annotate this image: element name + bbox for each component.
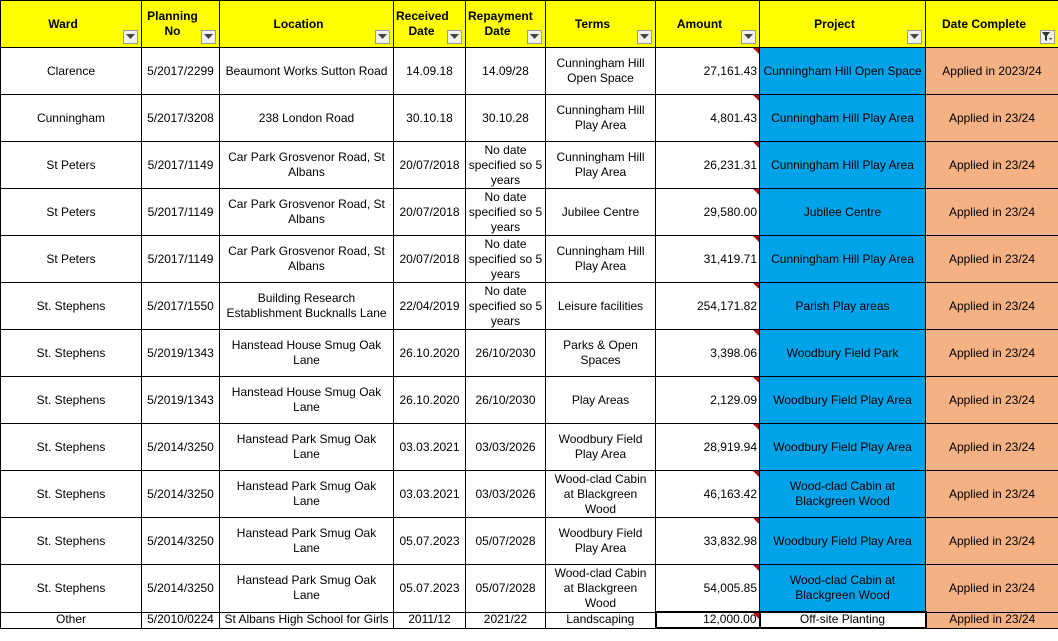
cell-amount[interactable]: 3,398.06 <box>656 330 760 377</box>
cell-terms[interactable]: Leisure facilities <box>546 283 656 330</box>
cell-received-date[interactable]: 26.10.2020 <box>394 377 466 424</box>
cell-ward[interactable]: St. Stephens <box>1 283 142 330</box>
cell-date-complete[interactable]: Applied in 23/24 <box>926 142 1058 189</box>
cell-location[interactable]: Hanstead Park Smug Oak Lane <box>220 518 394 565</box>
cell-repayment-date[interactable]: 03/03/2026 <box>466 424 546 471</box>
cell-project[interactable]: Cunningham Hill Open Space <box>760 48 926 95</box>
cell-ward[interactable]: St Peters <box>1 142 142 189</box>
header-repayment-date-label: Repayment Date <box>468 9 533 38</box>
cell-ward[interactable]: St Peters <box>1 189 142 236</box>
cell-planning-no[interactable]: 5/2014/3250 <box>142 565 220 613</box>
table-row <box>1 565 1058 613</box>
cell-received-date[interactable]: 05.07.2023 <box>394 518 466 565</box>
cell-amount[interactable]: 33,832.98 <box>656 518 760 565</box>
cell-repayment-date[interactable]: 03/03/2026 <box>466 471 546 518</box>
cell-terms[interactable]: Cunningham Hill Play Area <box>546 95 656 142</box>
filter-dropdown-icon[interactable] <box>527 30 542 44</box>
cell-received-date[interactable]: 20/07/2018 <box>394 236 466 283</box>
cell-received-date[interactable]: 20/07/2018 <box>394 189 466 236</box>
header-project[interactable] <box>760 1 926 48</box>
cell-project[interactable]: Cunningham Hill Play Area <box>760 95 926 142</box>
table-row <box>1 518 1058 565</box>
header-ward[interactable] <box>1 1 142 48</box>
cell-ward[interactable]: Clarence <box>1 48 142 95</box>
cell-location[interactable]: Car Park Grosvenor Road, St Albans <box>220 142 394 189</box>
cell-received-date[interactable]: 22/04/2019 <box>394 283 466 330</box>
table-row <box>1 612 1058 628</box>
cell-ward[interactable]: St. Stephens <box>1 565 142 613</box>
cell-date-complete[interactable]: Applied in 23/24 <box>926 283 1058 330</box>
comment-marker-icon[interactable] <box>753 518 759 524</box>
cell-received-date[interactable]: 03.03.2021 <box>394 471 466 518</box>
table-row <box>1 236 1058 283</box>
cell-terms[interactable]: Jubilee Centre <box>546 189 656 236</box>
cell-amount[interactable]: 28,919.94 <box>656 424 760 471</box>
cell-repayment-date[interactable]: No date specified so 5 years <box>466 142 546 189</box>
cell-location[interactable]: Car Park Grosvenor Road, St Albans <box>220 236 394 283</box>
cell-repayment-date[interactable]: No date specified so 5 years <box>466 283 546 330</box>
cell-date-complete[interactable]: Applied in 23/24 <box>926 518 1058 565</box>
cell-received-date[interactable]: 14.09.18 <box>394 48 466 95</box>
header-received-date-label: Received Date <box>396 9 449 38</box>
comment-marker-icon[interactable] <box>753 283 759 289</box>
table-row <box>1 189 1058 236</box>
table-row <box>1 142 1058 189</box>
table-row <box>1 424 1058 471</box>
table-row <box>1 95 1058 142</box>
cell-project[interactable]: Woodbury Field Park <box>760 330 926 377</box>
filter-dropdown-icon[interactable] <box>637 30 652 44</box>
cell-amount[interactable]: 12,000.00 <box>656 612 760 628</box>
cell-ward[interactable]: Other <box>1 612 142 628</box>
header-received-date[interactable] <box>394 1 466 48</box>
cell-terms[interactable]: Wood-clad Cabin at Blackgreen Wood <box>546 471 656 518</box>
cell-location[interactable]: Hanstead Park Smug Oak Lane <box>220 471 394 518</box>
filter-dropdown-icon[interactable] <box>123 30 138 44</box>
comment-marker-icon[interactable] <box>753 613 759 619</box>
header-planning-no-label: Planning No <box>147 9 198 38</box>
cell-location[interactable]: Hanstead Park Smug Oak Lane <box>220 565 394 613</box>
cell-amount[interactable]: 31,419.71 <box>656 236 760 283</box>
cell-terms[interactable]: Play Areas <box>546 377 656 424</box>
cell-ward[interactable]: St. Stephens <box>1 471 142 518</box>
header-ward-label: Ward <box>48 16 78 31</box>
comment-marker-icon[interactable] <box>753 189 759 195</box>
cell-repayment-date[interactable]: 26/10/2030 <box>466 377 546 424</box>
cell-repayment-date[interactable]: 30.10.28 <box>466 95 546 142</box>
filter-active-icon[interactable] <box>1040 30 1055 44</box>
cell-ward[interactable]: St. Stephens <box>1 330 142 377</box>
cell-project[interactable]: Cunningham Hill Play Area <box>760 236 926 283</box>
cell-terms[interactable]: Woodbury Field Play Area <box>546 518 656 565</box>
comment-marker-icon[interactable] <box>753 565 759 571</box>
cell-date-complete[interactable]: Applied in 23/24 <box>926 471 1058 518</box>
comment-marker-icon[interactable] <box>753 95 759 101</box>
cell-ward[interactable]: Cunningham <box>1 95 142 142</box>
filter-dropdown-icon[interactable] <box>375 30 390 44</box>
cell-ward[interactable]: St. Stephens <box>1 518 142 565</box>
cell-amount[interactable]: 254,171.82 <box>656 283 760 330</box>
cell-amount[interactable]: 46,163.42 <box>656 471 760 518</box>
cell-planning-no[interactable]: 5/2014/3250 <box>142 424 220 471</box>
cell-project[interactable]: Parish Play areas <box>760 283 926 330</box>
cell-terms[interactable]: Parks & Open Spaces <box>546 330 656 377</box>
header-project-label: Project <box>814 16 855 31</box>
cell-ward[interactable]: St. Stephens <box>1 377 142 424</box>
cell-repayment-date[interactable]: No date specified so 5 years <box>466 189 546 236</box>
header-location[interactable] <box>220 1 394 48</box>
cell-received-date[interactable]: 20/07/2018 <box>394 142 466 189</box>
cell-amount[interactable]: 27,161.43 <box>656 48 760 95</box>
cell-planning-no[interactable]: 5/2017/1550 <box>142 283 220 330</box>
cell-date-complete[interactable]: Applied in 23/24 <box>926 330 1058 377</box>
cell-repayment-date[interactable]: 2021/22 <box>466 612 546 628</box>
cell-location[interactable]: Hanstead Park Smug Oak Lane <box>220 424 394 471</box>
cell-project[interactable]: Jubilee Centre <box>760 189 926 236</box>
header-terms-label: Terms <box>574 16 611 31</box>
cell-location[interactable]: Hanstead House Smug Oak Lane <box>220 377 394 424</box>
cell-date-complete[interactable]: Applied in 23/24 <box>926 612 1058 628</box>
header-date-complete-label: Date Complete <box>941 16 1027 31</box>
cell-planning-no[interactable]: 5/2017/2299 <box>142 48 220 95</box>
table-body <box>1 48 1058 629</box>
cell-repayment-date[interactable]: 05/07/2028 <box>466 565 546 613</box>
cell-received-date[interactable]: 2011/12 <box>394 612 466 628</box>
cell-date-complete[interactable]: Applied in 23/24 <box>926 95 1058 142</box>
filter-dropdown-icon[interactable] <box>907 30 922 44</box>
header-date-complete[interactable] <box>926 1 1058 48</box>
cell-location[interactable]: Car Park Grosvenor Road, St Albans <box>220 189 394 236</box>
table-row <box>1 283 1058 330</box>
cell-project[interactable]: Cunningham Hill Play Area <box>760 142 926 189</box>
cell-location[interactable]: Building Research Establishment Bucknalls Lane <box>220 283 394 330</box>
cell-ward[interactable]: St. Stephens <box>1 424 142 471</box>
cell-project[interactable]: Woodbury Field Play Area <box>760 377 926 424</box>
table-row <box>1 330 1058 377</box>
cell-received-date[interactable]: 26.10.2020 <box>394 330 466 377</box>
filter-dropdown-icon[interactable] <box>741 30 756 44</box>
cell-location[interactable]: Hanstead House Smug Oak Lane <box>220 330 394 377</box>
cell-project[interactable]: Wood-clad Cabin at Blackgreen Wood <box>760 471 926 518</box>
cell-location[interactable]: St Albans High School for Girls <box>220 612 394 628</box>
cell-planning-no[interactable]: 5/2014/3250 <box>142 471 220 518</box>
cell-ward[interactable]: St Peters <box>1 236 142 283</box>
comment-marker-icon[interactable] <box>753 236 759 242</box>
cell-amount[interactable]: 4,801.43 <box>656 95 760 142</box>
comment-marker-icon[interactable] <box>753 48 759 54</box>
cell-terms[interactable]: Landscaping <box>546 612 656 628</box>
cell-planning-no[interactable]: 5/2019/1343 <box>142 330 220 377</box>
cell-repayment-date[interactable]: 26/10/2030 <box>466 330 546 377</box>
cell-project[interactable]: Wood-clad Cabin at Blackgreen Wood <box>760 565 926 613</box>
cell-planning-no[interactable]: 5/2010/0224 <box>142 612 220 628</box>
cell-repayment-date[interactable]: 14.09/28 <box>466 48 546 95</box>
cell-project[interactable]: Woodbury Field Play Area <box>760 424 926 471</box>
cell-project[interactable]: Woodbury Field Play Area <box>760 518 926 565</box>
cell-planning-no[interactable]: 5/2017/1149 <box>142 236 220 283</box>
header-row <box>1 1 1058 48</box>
cell-repayment-date[interactable]: 05/07/2028 <box>466 518 546 565</box>
cell-date-complete[interactable]: Applied in 2023/24 <box>926 48 1058 95</box>
cell-received-date[interactable]: 03.03.2021 <box>394 424 466 471</box>
cell-terms[interactable]: Cunningham Hill Open Space <box>546 48 656 95</box>
header-terms[interactable] <box>546 1 656 48</box>
cell-amount[interactable]: 29,580.00 <box>656 189 760 236</box>
filter-dropdown-icon[interactable] <box>201 30 216 44</box>
header-amount[interactable] <box>656 1 760 48</box>
cell-repayment-date[interactable]: No date specified so 5 years <box>466 236 546 283</box>
cell-terms[interactable]: Cunningham Hill Play Area <box>546 236 656 283</box>
header-amount-label: Amount <box>676 16 723 31</box>
cell-terms[interactable]: Cunningham Hill Play Area <box>546 142 656 189</box>
cell-location[interactable]: 238 London Road <box>220 95 394 142</box>
cell-location[interactable]: Beaumont Works Sutton Road <box>220 48 394 95</box>
cell-date-complete[interactable]: Applied in 23/24 <box>926 189 1058 236</box>
cell-terms[interactable]: Woodbury Field Play Area <box>546 424 656 471</box>
comment-marker-icon[interactable] <box>753 142 759 148</box>
cell-planning-no[interactable]: 5/2017/1149 <box>142 142 220 189</box>
cell-date-complete[interactable]: Applied in 23/24 <box>926 236 1058 283</box>
cell-amount[interactable]: 26,231.31 <box>656 142 760 189</box>
cell-project[interactable]: Off-site Planting <box>760 612 926 628</box>
comment-marker-icon[interactable] <box>753 377 759 383</box>
cell-date-complete[interactable]: Applied in 23/24 <box>926 565 1058 613</box>
header-location-label: Location <box>273 16 324 31</box>
comment-marker-icon[interactable] <box>753 471 759 477</box>
cell-planning-no[interactable]: 5/2017/3208 <box>142 95 220 142</box>
cell-received-date[interactable]: 05.07.2023 <box>394 565 466 613</box>
table-row <box>1 471 1058 518</box>
cell-planning-no[interactable]: 5/2019/1343 <box>142 377 220 424</box>
header-repayment-date[interactable] <box>466 1 546 48</box>
cell-planning-no[interactable]: 5/2017/1149 <box>142 189 220 236</box>
comment-marker-icon[interactable] <box>753 424 759 430</box>
cell-amount[interactable]: 54,005.85 <box>656 565 760 613</box>
cell-date-complete[interactable]: Applied in 23/24 <box>926 377 1058 424</box>
cell-planning-no[interactable]: 5/2014/3250 <box>142 518 220 565</box>
cell-received-date[interactable]: 30.10.18 <box>394 95 466 142</box>
comment-marker-icon[interactable] <box>753 330 759 336</box>
table-row <box>1 48 1058 95</box>
filter-dropdown-icon[interactable] <box>447 30 462 44</box>
cell-date-complete[interactable]: Applied in 23/24 <box>926 424 1058 471</box>
cell-terms[interactable]: Wood-clad Cabin at Blackgreen Wood <box>546 565 656 613</box>
table-row <box>1 377 1058 424</box>
header-planning-no[interactable] <box>142 1 220 48</box>
cell-amount[interactable]: 2,129.09 <box>656 377 760 424</box>
